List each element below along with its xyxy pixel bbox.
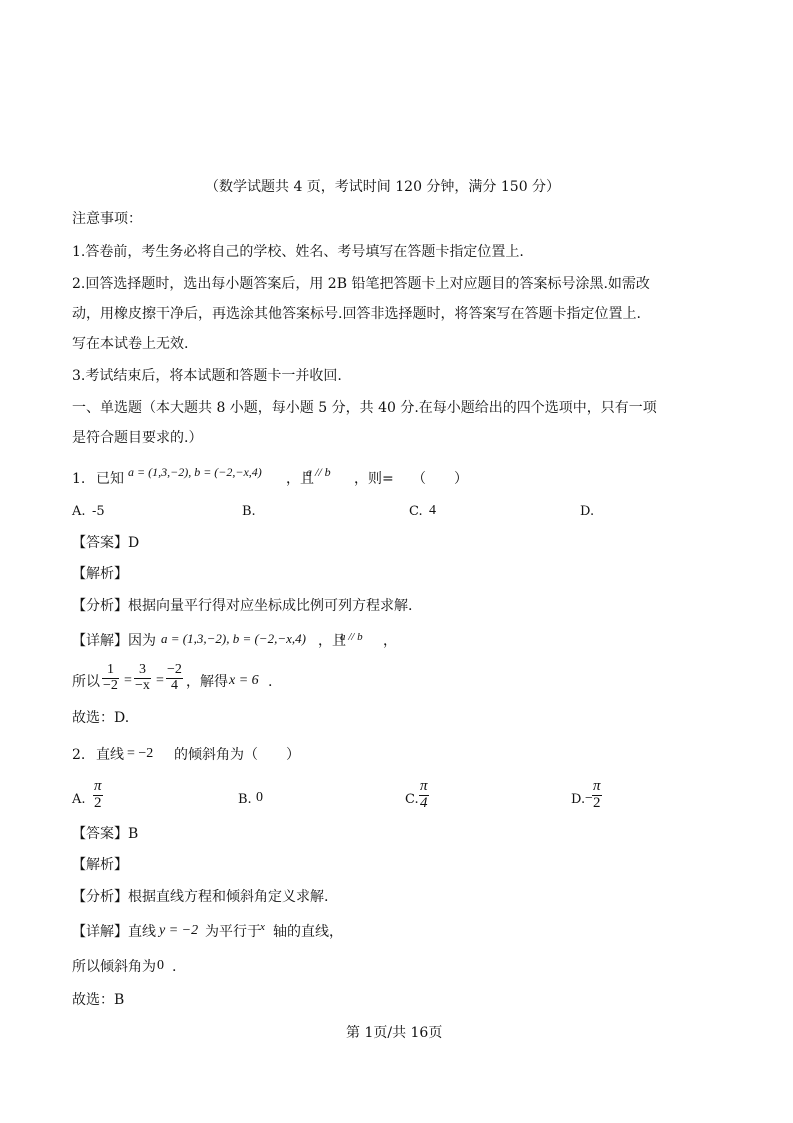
q1-vectors: a = (1,3,−2), b = (−2,−x,4) [128,465,262,479]
q2-detail-expr: y = −2 [159,923,199,938]
q1-eq-2: = [156,673,164,688]
notice-1: 1.答卷前，考生务必将自己的学校、姓名、考号填写在答题卡指定位置上. [72,244,524,260]
notice-2: 2.回答选择题时，选出每小题答案后，用 2B 铅笔把答题卡上对应题目的答案标号涂黑.如需改 [72,276,650,292]
q2-detail-post: 轴的直线， [273,924,343,940]
q2-analysis-tag: 【解析】 [72,857,128,873]
q1-eq-1: = [124,673,132,688]
q2-option-a-num: π [94,778,102,794]
q2-detail-pre: 直线 [128,924,156,940]
q1-fraction-1-den: −2 [103,677,118,693]
q1-option-a-value: -5 [92,504,105,519]
q1-solve-expr: x = 6 [229,673,259,688]
q1-fraction-2-den: −x [135,677,150,693]
q2-option-d-fraction [592,779,602,812]
q1-so: 所以 [72,674,100,690]
q2-answer [72,827,138,841]
q2-fenxi-tag: 【分析】 [72,889,128,905]
q1-stem-mid: ，且 [286,471,314,487]
q1-detail-post: ， [383,633,397,649]
q2-detail-x: x [260,921,265,933]
q1-detail-mid: ，且 [318,633,346,649]
q2-fenxi [72,890,328,904]
q2-option-d-sign: − [585,791,593,806]
q1-analysis-tag: 【解析】 [72,566,128,582]
q1-answer-value: D [128,535,140,551]
q2-option-a-den: 2 [94,794,102,811]
q1-paren: （ ） [412,471,468,487]
q1-option-b-label: B. [242,504,256,519]
q1-choose: 故选：D. [72,710,130,726]
q2-answer-tag: 【答案】 [72,826,128,842]
q1-option-c-label: C. [409,504,423,519]
q1-fenxi-tag: 【分析】 [72,598,128,614]
page-footer: 第 1页/共 16页 [346,1025,443,1041]
q2-option-c-fraction [419,779,429,812]
q2-number: 2. [72,747,86,763]
q2-option-a-fraction [93,779,103,812]
q1-fraction-3-den: 4 [170,677,178,693]
q2-so-value: 0 [157,958,164,973]
q2-option-b-value: 0 [256,790,263,805]
exam-info: （数学试题共 4 页，考试时间 120 分钟，满分 150 分） [205,179,561,195]
q1-solve: ，解得 [186,674,228,690]
q2-option-a-label: A. [72,792,86,807]
q2-option-d-den: 2 [593,794,601,811]
q1-option-c-value: 4 [429,503,436,518]
q2-answer-value: B [128,826,139,842]
q2-option-c-label: C. [405,792,419,807]
q1-number: 1. [72,471,86,487]
q2-option-c-num: π [420,778,428,794]
q2-detail-mid: 为平行于 [205,924,261,940]
q2-stem-pre: 直线 [96,747,124,763]
q1-stem-pre: 已知 [96,471,124,487]
q1-fenxi-text: 根据向量平行得对应坐标成比例可列方程求解. [128,598,413,614]
q1-solve-end: . [268,674,273,690]
q2-expr: = −2 [127,746,154,761]
q1-detail-pre: 因为 [128,633,156,649]
notice-2-cont: 动，用橡皮擦干净后，再选涂其他答案标号.回答非选择题时，将答案写在答题卡指定位置上. [72,306,641,322]
q1-fenxi [72,599,412,613]
q1-fraction-2 [134,663,151,693]
section-heading: 一、单选题（本大题共 8 小题，每小题 5 分，共 40 分.在每小题给出的四个选项中，只有一项 [72,400,657,416]
q1-detail-vectors: a = (1,3,−2), b = (−2,−x,4) [161,631,306,646]
notice-3: 3.考试结束后，将本试题和答题卡一并收回. [72,368,342,384]
q1-stem-post: ，则= [354,471,394,487]
notice-title: 注意事项： [72,211,142,227]
q1-detail-tag: 【详解】 [72,633,128,649]
q2-option-d-label: D. [571,792,586,807]
q1-answer-tag: 【答案】 [72,535,128,551]
section-heading-cont: 是符合题目要求的.） [72,430,203,446]
q1-fraction-1 [102,663,119,693]
q1-fraction-3-num: −2 [167,662,182,677]
q2-option-b-label: B. [238,792,252,807]
q1-fraction-1-num: 1 [106,662,114,677]
q2-so: 所以倾斜角为 [72,959,156,975]
q1-option-d-label: D. [580,504,595,519]
q1-option-a-label: A. [72,504,86,519]
q2-option-d-num: π [593,778,601,794]
notice-2-end: 写在本试卷上无效. [72,336,189,352]
q1-parallel: a // b [306,465,331,479]
q1-detail-parallel: a // b [340,631,363,643]
q2-so-end: . [172,959,177,975]
q1-fraction-2-num: 3 [138,662,146,677]
q2-stem-post: 的倾斜角为（ ） [174,747,300,763]
q2-choose: 故选：B [72,992,125,1008]
q1-answer [72,536,139,550]
q2-fenxi-text: 根据直线方程和倾斜角定义求解. [128,889,329,905]
q2-option-c-den: 4 [420,794,428,811]
q1-fraction-3 [166,663,183,693]
q2-detail-tag: 【详解】 [72,924,128,940]
